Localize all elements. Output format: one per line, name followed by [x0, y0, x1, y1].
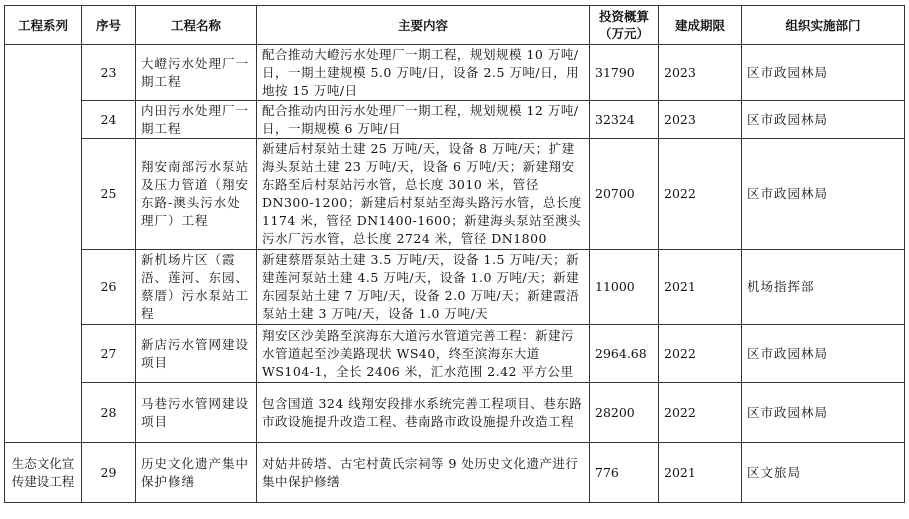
project-name: 内田污水处理厂一期工程 — [136, 101, 257, 139]
project-name: 大嶝污水处理厂一期工程 — [136, 45, 257, 101]
project-year: 2021 — [659, 250, 742, 325]
project-content: 新建后村泵站土建 25 万吨/天，设备 8 万吨/天；扩建海头泵站土建 23 万吨/天，设备 6 万吨/天；新建翔安东路至后村泵站污水管，总长度 3010 米，管径 DN300-1200；新建后村泵站至海头路污水管，总长度 1174 米，管径 DN1400-1600；新建海头泵站至澳头污水厂污水管，总长度 2724 米，管径 DN1800 — [257, 139, 590, 250]
row-number: 23 — [82, 45, 136, 101]
project-year: 2023 — [659, 101, 742, 139]
header-invest — [590, 6, 659, 45]
project-year: 2022 — [659, 383, 742, 443]
project-name: 马巷污水管网建设项目 — [136, 383, 257, 443]
table-row — [5, 101, 905, 139]
project-dept: 区市政园林局 — [742, 45, 905, 101]
project-table — [4, 5, 905, 503]
project-content: 配合推动大嶝污水处理厂一期工程，规划规模 10 万吨/日，一期土建规模 5.0 万吨/日，设备 2.5 万吨/日，用地按 15 万吨/日 — [257, 45, 590, 101]
row-number: 25 — [82, 139, 136, 250]
series-cell — [5, 45, 82, 443]
project-dept: 区市政园林局 — [742, 101, 905, 139]
project-dept: 区市政园林局 — [742, 325, 905, 383]
project-name: 历史文化遗产集中保护修缮 — [136, 443, 257, 503]
header-series: 工程系列 — [5, 6, 82, 45]
table-row — [5, 443, 905, 503]
project-investment: 32324 — [590, 101, 659, 139]
header-dept: 组织实施部门 — [742, 6, 905, 45]
series-cell: 生态文化宣传建设工程 — [5, 443, 82, 503]
project-name: 新店污水管网建设项目 — [136, 325, 257, 383]
project-dept: 区市政园林局 — [742, 139, 905, 250]
table-row — [5, 139, 905, 250]
project-content: 包含国道 324 线翔安段排水系统完善工程项目、巷东路市政设施提升改造工程、巷南路市政设施提升改造工程 — [257, 383, 590, 443]
header-row — [5, 6, 905, 45]
project-investment: 28200 — [590, 383, 659, 443]
table-row — [5, 383, 905, 443]
table-row — [5, 325, 905, 383]
row-number: 26 — [82, 250, 136, 325]
header-invest-line1: 投资概算 — [598, 9, 649, 24]
project-investment: 20700 — [590, 139, 659, 250]
project-investment: 776 — [590, 443, 659, 503]
header-name: 工程名称 — [136, 6, 257, 45]
project-investment: 11000 — [590, 250, 659, 325]
row-number: 28 — [82, 383, 136, 443]
header-invest-line2: （万元） — [598, 26, 649, 41]
header-content: 主要内容 — [257, 6, 590, 45]
header-period: 建成期限 — [659, 6, 742, 45]
row-number: 27 — [82, 325, 136, 383]
project-year: 2023 — [659, 45, 742, 101]
project-investment: 2964.68 — [590, 325, 659, 383]
project-content: 翔安区沙美路至滨海东大道污水管道完善工程：新建污水管道起至沙美路现状 WS40，终至滨海东大道 WS104-1，全长 2406 米，汇水范围 2.42 平方公里 — [257, 325, 590, 383]
project-name: 翔安南部污水泵站及压力管道（翔安东路-澳头污水处理厂）工程 — [136, 139, 257, 250]
row-number: 29 — [82, 443, 136, 503]
project-dept: 机场指挥部 — [742, 250, 905, 325]
table-row — [5, 45, 905, 101]
project-year: 2021 — [659, 443, 742, 503]
row-number: 24 — [82, 101, 136, 139]
project-content: 新建蔡厝泵站土建 3.5 万吨/天，设备 1.5 万吨/天；新建莲河泵站土建 4.5 万吨/天，设备 1.0 万吨/天；新建东园泵站土建 7 万吨/天，设备 2.0 万吨/天；新建霞浯泵站土建 3 万吨/天，设备 1.0 万吨/天 — [257, 250, 590, 325]
project-content: 对姑井砖塔、古宅村黄氏宗祠等 9 处历史文化遗产进行集中保护修缮 — [257, 443, 590, 503]
project-content: 配合推动内田污水处理厂一期工程，规划规模 12 万吨/日，一期规模 6 万吨/日 — [257, 101, 590, 139]
header-no: 序号 — [82, 6, 136, 45]
project-year: 2022 — [659, 325, 742, 383]
project-investment: 31790 — [590, 45, 659, 101]
project-year: 2022 — [659, 139, 742, 250]
project-dept: 区文旅局 — [742, 443, 905, 503]
project-name: 新机场片区（霞浯、莲河、东园、蔡厝）污水泵站工程 — [136, 250, 257, 325]
project-dept: 区市政园林局 — [742, 383, 905, 443]
table-row — [5, 250, 905, 325]
